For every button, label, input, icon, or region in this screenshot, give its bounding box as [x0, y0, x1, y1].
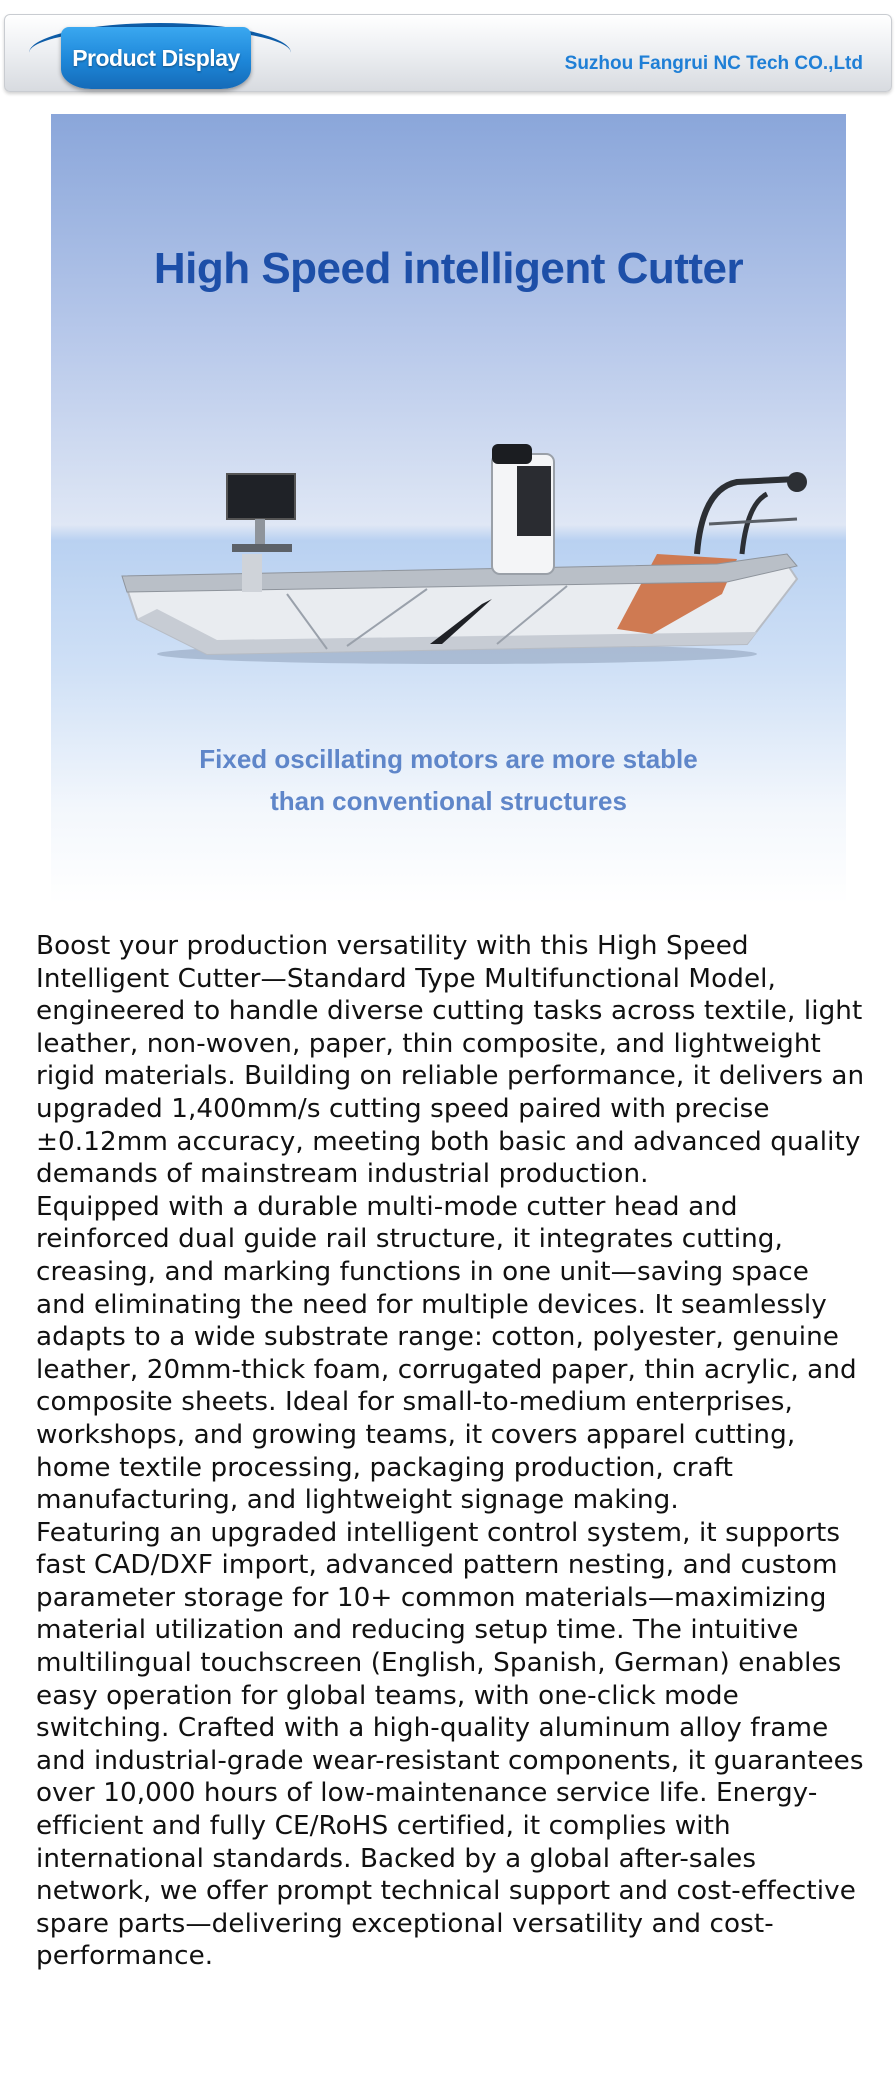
product-image-title: High Speed intelligent Cutter	[153, 244, 744, 293]
description-paragraph: Featuring an upgraded intelligent control system, it supports fast CAD/DXF import, advanced pattern nesting, and custom parameter storage for 10+ common materials—maximizing material utilization and reducing setup time. The intuitive multilingual touchscreen (English, Spanish, German) enables easy operation for global teams, with one-click mode switching. Crafted with a high-quality aluminum alloy frame and industrial-grade wear-resistant components, it guarantees over 10,000 hours of low-maintenance service life. Energy-efficient and fully CE/RoHS certified, it complies with international standards. Backed by a global after-sales network, we offer prompt technical support and cost-effective spare parts—delivering exceptional versatility and cost-performance.	[36, 1517, 864, 1972]
product-image-subtitle	[51, 738, 846, 822]
description-paragraph: Equipped with a durable multi-mode cutter head and reinforced dual guide rail structure, it integrates cutting, creasing, and marking functions in one unit—saving space and eliminating the need for multiple devices. It seamlessly adapts to a wide substrate range: cotton, polyester, genuine leather, 20mm-thick foam, corrugated paper, thin acrylic, and composite sheets. Ideal for small-to-medium enterprises, workshops, and growing teams, it covers apparel cutting, home textile processing, packaging production, craft manufacturing, and lightweight signage making.	[36, 1191, 857, 1516]
cutter-machine-illustration	[97, 404, 807, 674]
product-display-label: Product Display	[72, 44, 240, 71]
description-paragraph: Boost your production versatility with this High Speed Intelligent Cutter—Standard Type Multifunctional Model, engineered to handle diverse cutting tasks across textile, light leather, non-woven, paper, thin composite, and lightweight rigid materials. Building on reliable performance, it delivers an upgraded 1,400mm/s cutting speed paired with precise ±0.12mm accuracy, meeting both basic and advanced quality demands of mainstream industrial production.	[36, 931, 865, 1190]
subtitle-line-2: than conventional structures	[270, 786, 627, 816]
company-name: Suzhou Fangrui NC Tech CO.,Ltd	[564, 53, 863, 74]
subtitle-line-1: Fixed oscillating motors are more stable	[199, 744, 698, 774]
product-display-banner	[4, 14, 892, 92]
product-description	[36, 930, 866, 1973]
product-image	[51, 114, 846, 904]
product-display-tab	[61, 27, 251, 89]
